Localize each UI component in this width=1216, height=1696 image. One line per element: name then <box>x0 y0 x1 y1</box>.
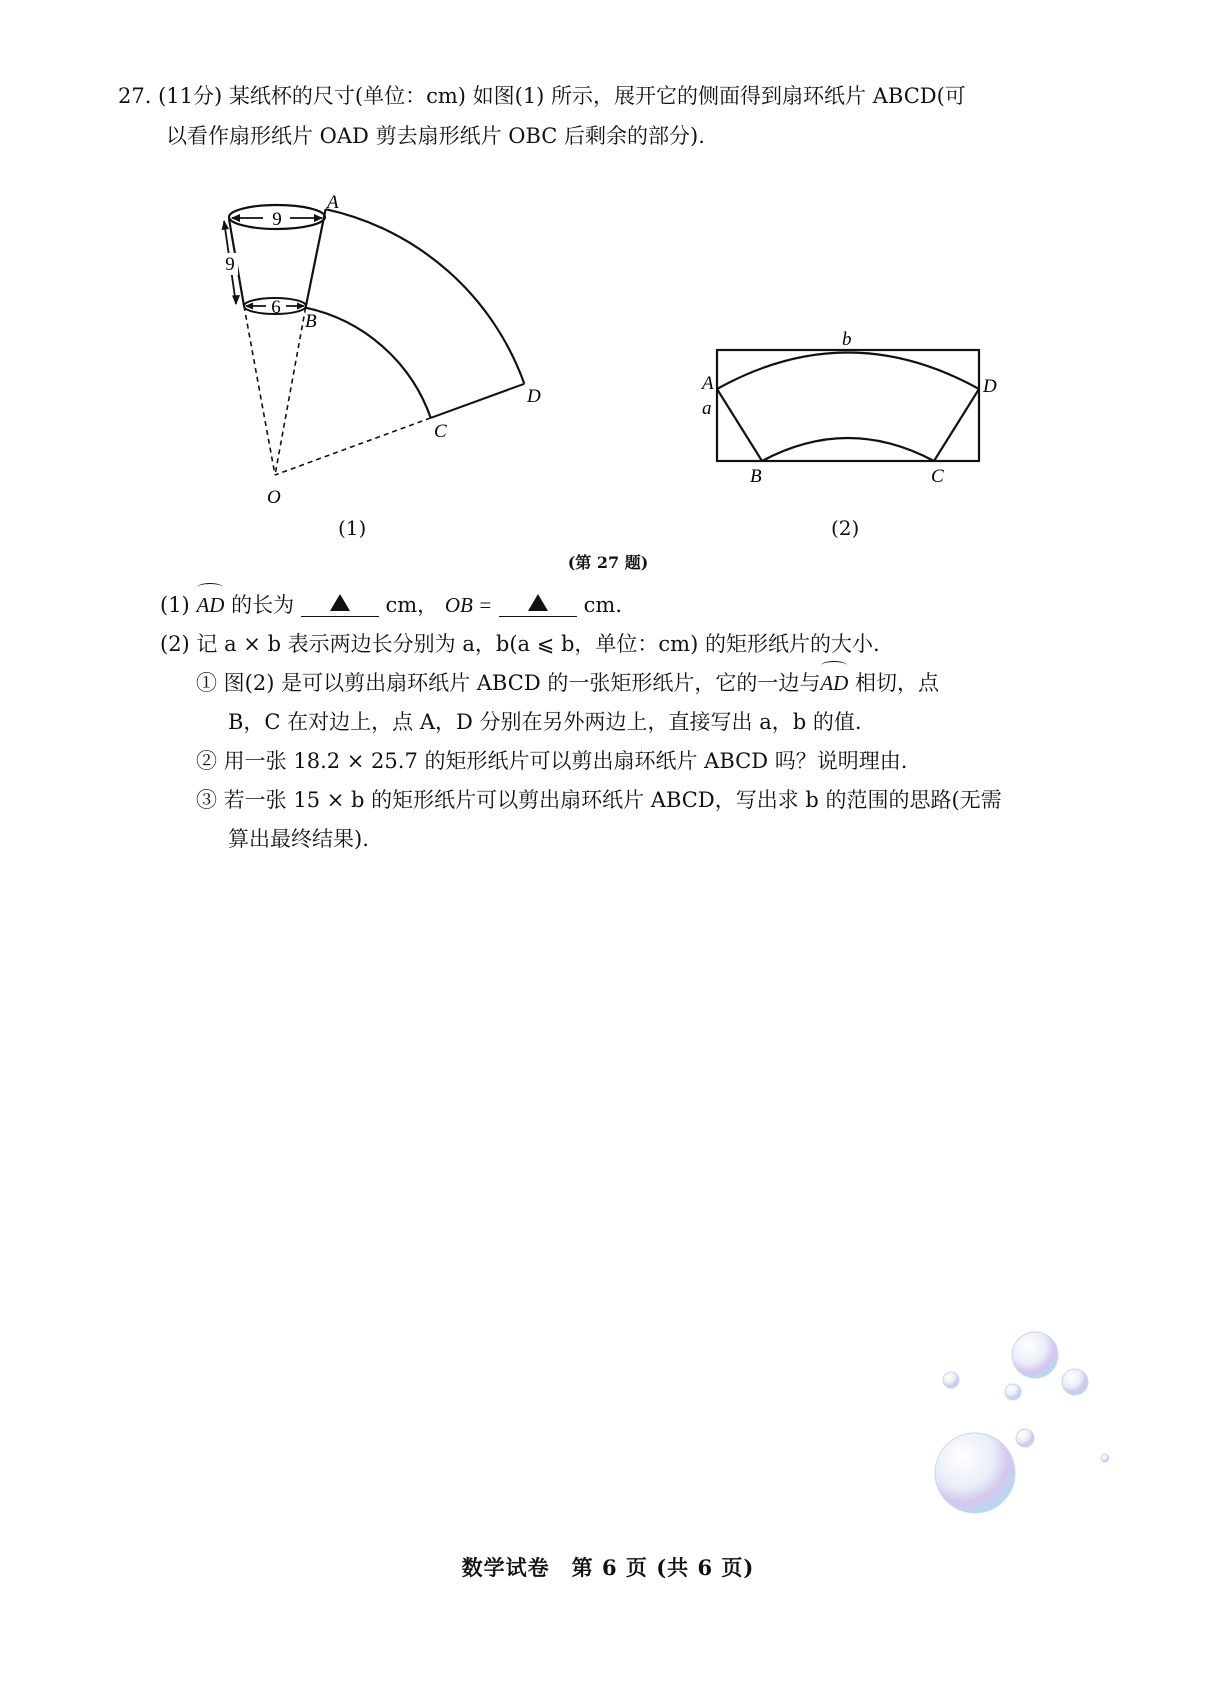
arc-AD-symbol-2: AD <box>820 664 848 703</box>
question-parts <box>160 586 1110 859</box>
part-1-ob: OB = <box>444 593 493 617</box>
page-footer: 数学试卷 第 6 页 (共 6 页) <box>461 1555 755 1580</box>
part-2-line1: (2) 记 a × b 表示两边长分别为 a，b(a ⩽ b，单位：cm) 的矩形纸片的大小. <box>160 632 880 656</box>
label-B-fig2: B <box>750 466 762 487</box>
part-2-sub1-text-b: 相切，点 <box>855 671 940 695</box>
bubble <box>1101 1454 1109 1462</box>
arc-AD-fig2 <box>717 353 979 390</box>
arc-BC <box>306 308 431 418</box>
dashed-left-to-O <box>244 306 275 475</box>
answer-blank-1[interactable] <box>301 590 379 617</box>
label-bottom-diameter: 6 <box>271 297 281 318</box>
part-1-prefix: (1) <box>160 593 190 617</box>
label-top-diameter: 9 <box>272 209 282 230</box>
part-2-sub3-line1: ③ 若一张 15 × b 的矩形纸片可以剪出扇环纸片 ABCD，写出求 b 的范围的思路(无需 <box>196 788 1002 812</box>
label-A-fig2: A <box>702 373 714 394</box>
bubble <box>1012 1332 1058 1378</box>
part-2-sub3-line2: 算出最终结果). <box>228 827 369 851</box>
arc-AD <box>326 209 525 384</box>
dim-height-arrow-bottom <box>232 295 240 305</box>
triangle-icon <box>528 594 548 611</box>
label-height: 9 <box>225 254 235 275</box>
part-2-sub2: ② 用一张 18.2 × 25.7 的矩形纸片可以剪出扇环纸片 ABCD 吗？说明理由. <box>196 749 908 773</box>
label-C-fig2: C <box>931 466 944 487</box>
decorative-bubbles <box>920 1320 1120 1520</box>
question-intro-line1: 某纸杯的尺寸(单位：cm) 如图(1) 所示，展开它的侧面得到扇环纸片 ABCD(可 <box>228 84 966 108</box>
figure-caption: (第 27 题) <box>567 553 649 572</box>
arc-AD-symbol: AD <box>196 586 224 625</box>
figure-1-caption: (1) <box>338 516 367 540</box>
dim-height-arrow-top <box>222 220 230 230</box>
question-number: 27. <box>118 84 152 108</box>
bubble <box>1062 1369 1088 1395</box>
side-DC-fig2 <box>934 389 979 461</box>
label-C: C <box>434 421 447 442</box>
figure-1 <box>200 190 560 520</box>
label-D: D <box>527 386 541 407</box>
part-1-text: 的长为 <box>231 593 295 617</box>
figure-2 <box>690 325 1020 495</box>
label-a: a <box>702 398 712 419</box>
part-1-unit2: cm. <box>583 593 623 617</box>
label-A: A <box>327 192 339 213</box>
part-2-sub1-text-a: ① 图(2) 是可以剪出扇环纸片 ABCD 的一张矩形纸片，它的一边与 <box>196 671 821 695</box>
part-1 <box>160 586 1110 625</box>
question-header <box>118 76 1118 156</box>
part-2-sub1-line1 <box>160 664 1110 703</box>
dashed-B-to-O <box>275 308 306 475</box>
label-b: b <box>842 329 852 350</box>
question-intro-line2: 以看作扇形纸片 OAD 剪去扇形纸片 OBC 后剩余的部分). <box>166 124 705 148</box>
figure-2-caption: (2) <box>831 516 860 540</box>
triangle-icon <box>330 594 350 611</box>
question-points: (11分) <box>158 84 223 108</box>
part-1-unit1: cm， <box>385 593 439 617</box>
part-2-sub1-line2: B，C 在对边上，点 A，D 分别在另外两边上，直接写出 a，b 的值. <box>228 710 862 734</box>
side-CD <box>431 384 525 418</box>
answer-blank-2[interactable] <box>499 590 577 617</box>
bubble <box>943 1372 959 1388</box>
label-O: O <box>267 487 281 508</box>
bubble <box>1016 1429 1034 1447</box>
label-D-fig2: D <box>983 376 997 397</box>
dashed-C-to-O <box>275 418 431 475</box>
label-B: B <box>305 311 317 332</box>
bubble <box>935 1433 1015 1513</box>
rectangle <box>717 350 979 461</box>
bubble <box>1005 1384 1021 1400</box>
arc-BC-fig2 <box>762 438 934 461</box>
side-AB-fig2 <box>717 389 762 461</box>
